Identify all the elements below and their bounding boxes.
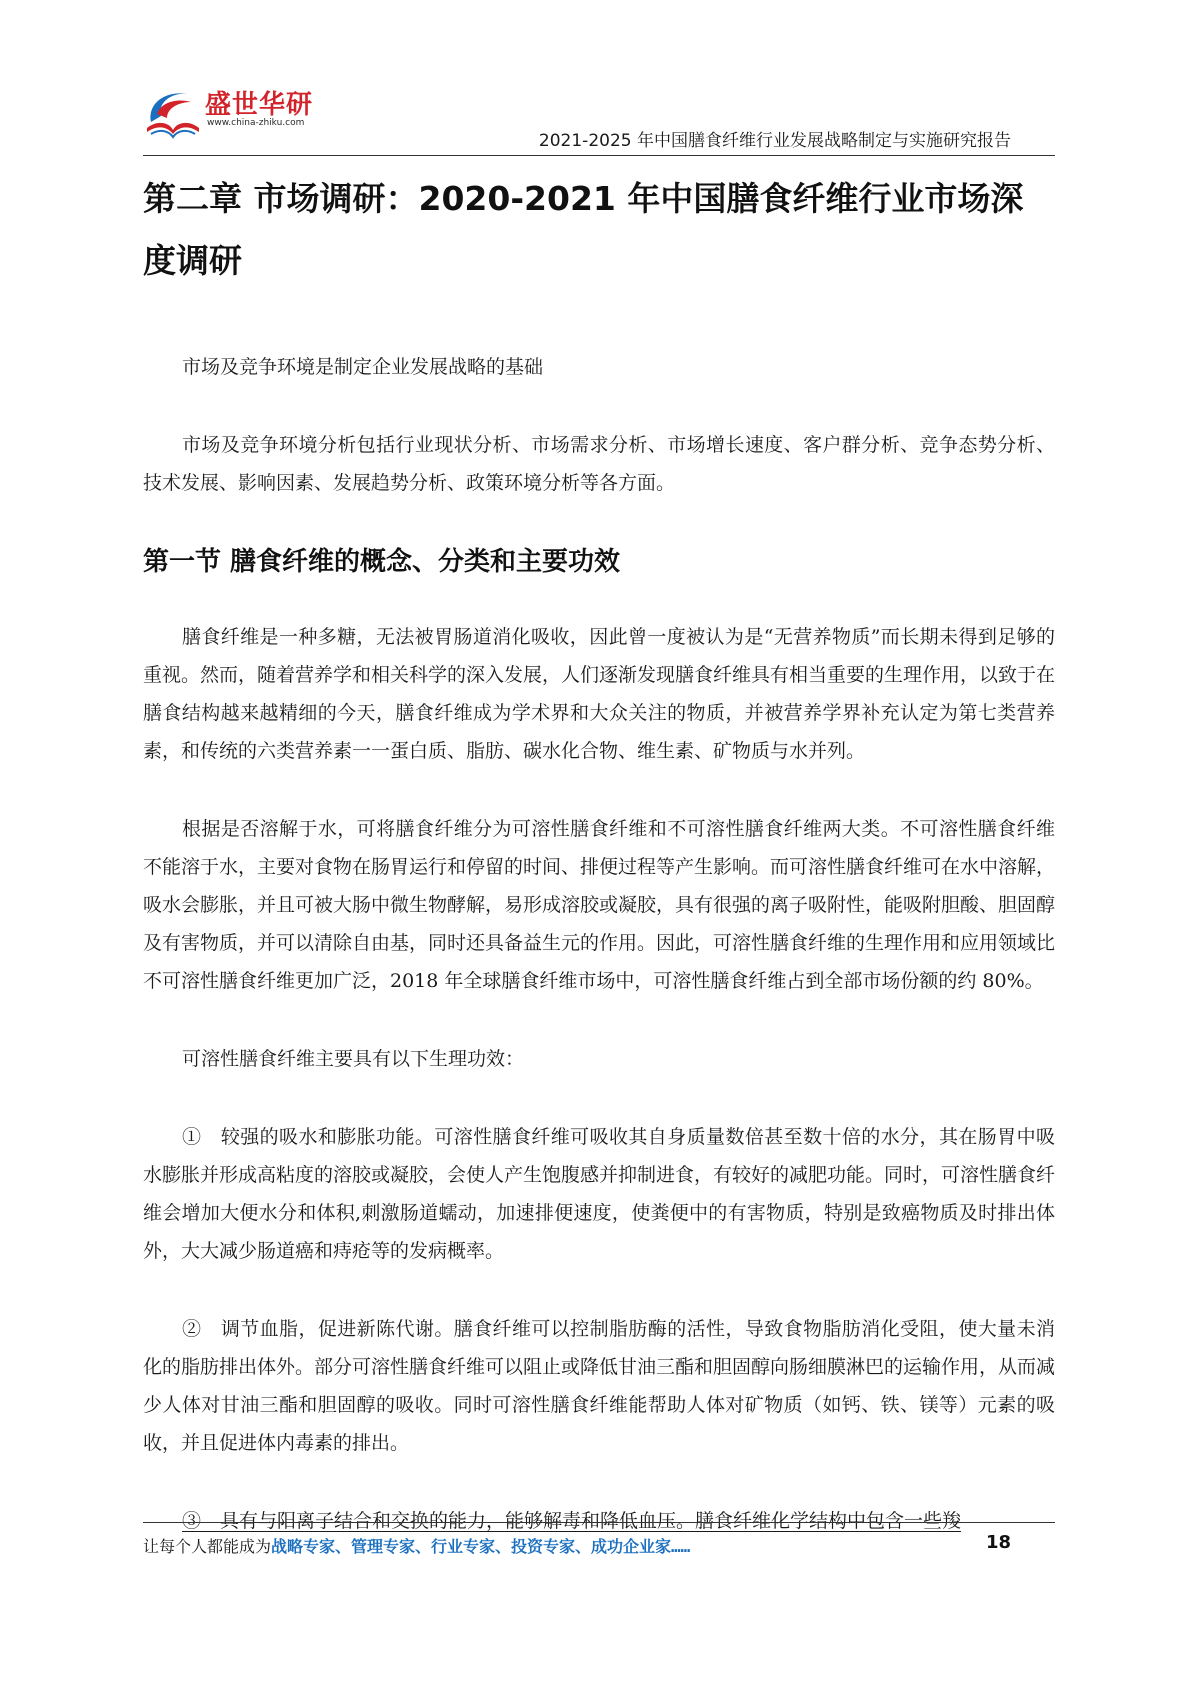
logo-url: www.china-zhiku.com — [207, 118, 305, 128]
page-number: 18 — [985, 1532, 1011, 1553]
section-paragraph-3: 可溶性膳食纤维主要具有以下生理功效： — [182, 1048, 525, 1070]
list-item-3: ③ 具有与阳离子结合和交换的能力，能够解毒和降低血压。膳食纤维化学结构中包含一些羧 — [182, 1510, 962, 1532]
chapter-title: 第二章 市场调研：2020-2021 年中国膳食纤维行业市场深度调研 — [143, 179, 1024, 280]
list-item-2: ② 调节血脂，促进新陈代谢。膳食纤维可以控制脂肪酶的活性，导致食物脂肪消化受阻，使大量未消化的脂肪排出体外。部分可溶性膳食纤维可以阻止或降低甘油三酯和胆固醇向肠细膜淋巴的运输作用，从而减少人体对甘油三酯和胆固醇的吸收。同时可溶性膳食纤维能帮助人体对矿物质（如钙、铁、镁等）元素的吸收，并且促进体内毒素的排出。 — [143, 1318, 1056, 1454]
section-paragraph-2: 根据是否溶解于水，可将膳食纤维分为可溶性膳食纤维和不可溶性膳食纤维两大类。不可溶性膳食纤维不能溶于水，主要对食物在肠胃运行和停留的时间、排便过程等产生影响。而可溶性膳食纤维可在水中溶解，吸水会膨胀，并且可被大肠中微生物酵解，易形成溶胶或凝胶，具有很强的离子吸附性，能吸附胆酸、胆固醇及有害物质，并可以清除自由基，同时还具备益生元的作用。因此，可溶性膳食纤维的生理作用和应用领域比不可溶性膳食纤维更加广泛，2018 年全球膳食纤维市场中，可溶性膳食纤维占到全部市场份额的约 80%。 — [143, 818, 1056, 992]
slogan-prefix: 让每个人都能成为 — [143, 1537, 272, 1556]
page-header — [143, 80, 1055, 158]
section-title: 第一节 膳食纤维的概念、分类和主要功效 — [143, 547, 621, 577]
logo-name: 盛世华研 — [205, 90, 314, 120]
section-paragraph-1: 膳食纤维是一种多糖，无法被胃肠道消化吸收，因此曾一度被认为是“无营养物质”而长期未得到足够的重视。然而，随着营养学和相关科学的深入发展，人们逐渐发现膳食纤维具有相当重要的生理作用，以致于在膳食结构越来越精细的今天，膳食纤维成为学术界和大众关注的物质，并被营养学界补充认定为第七类营养素，和传统的六类营养素一一蛋白质、脂肪、碳水化合物、维生素、矿物质与水并列。 — [143, 626, 1056, 762]
page-content — [143, 168, 1055, 1540]
footer-divider — [143, 1522, 1055, 1523]
report-title: 2021-2025 年中国膳食纤维行业发展战略制定与实施研究报告 — [538, 131, 1011, 151]
company-logo — [143, 80, 353, 142]
page-footer — [143, 1522, 1055, 1562]
list-item-1: ① 较强的吸水和膨胀功能。可溶性膳食纤维可吸收其自身质量数倍甚至数十倍的水分，其在肠胃中吸水膨胀并形成高粘度的溶胶或凝胶，会使人产生饱腹感并抑制进食，有较好的减肥功能。同时，可溶性膳食纤维会增加大便水分和体积,刺激肠道蠕动，加速排便速度，使粪便中的有害物质，特别是致癌物质及时排出体外，大大减少肠道癌和痔疮等的发病概率。 — [143, 1126, 1056, 1262]
footer-slogan — [143, 1534, 690, 1557]
header-divider — [143, 155, 1055, 156]
intro-paragraph-1: 市场及竞争环境是制定企业发展战略的基础 — [182, 356, 544, 378]
slogan-highlight: 战略专家、管理专家、行业专家、投资专家、成功企业家…… — [271, 1537, 691, 1556]
intro-paragraph-2: 市场及竞争环境分析包括行业现状分析、市场需求分析、市场增长速度、客户群分析、竞争态势分析、技术发展、影响因素、发展趋势分析、政策环境分析等各方面。 — [143, 434, 1055, 494]
book-swirl-logo-icon — [143, 82, 203, 142]
